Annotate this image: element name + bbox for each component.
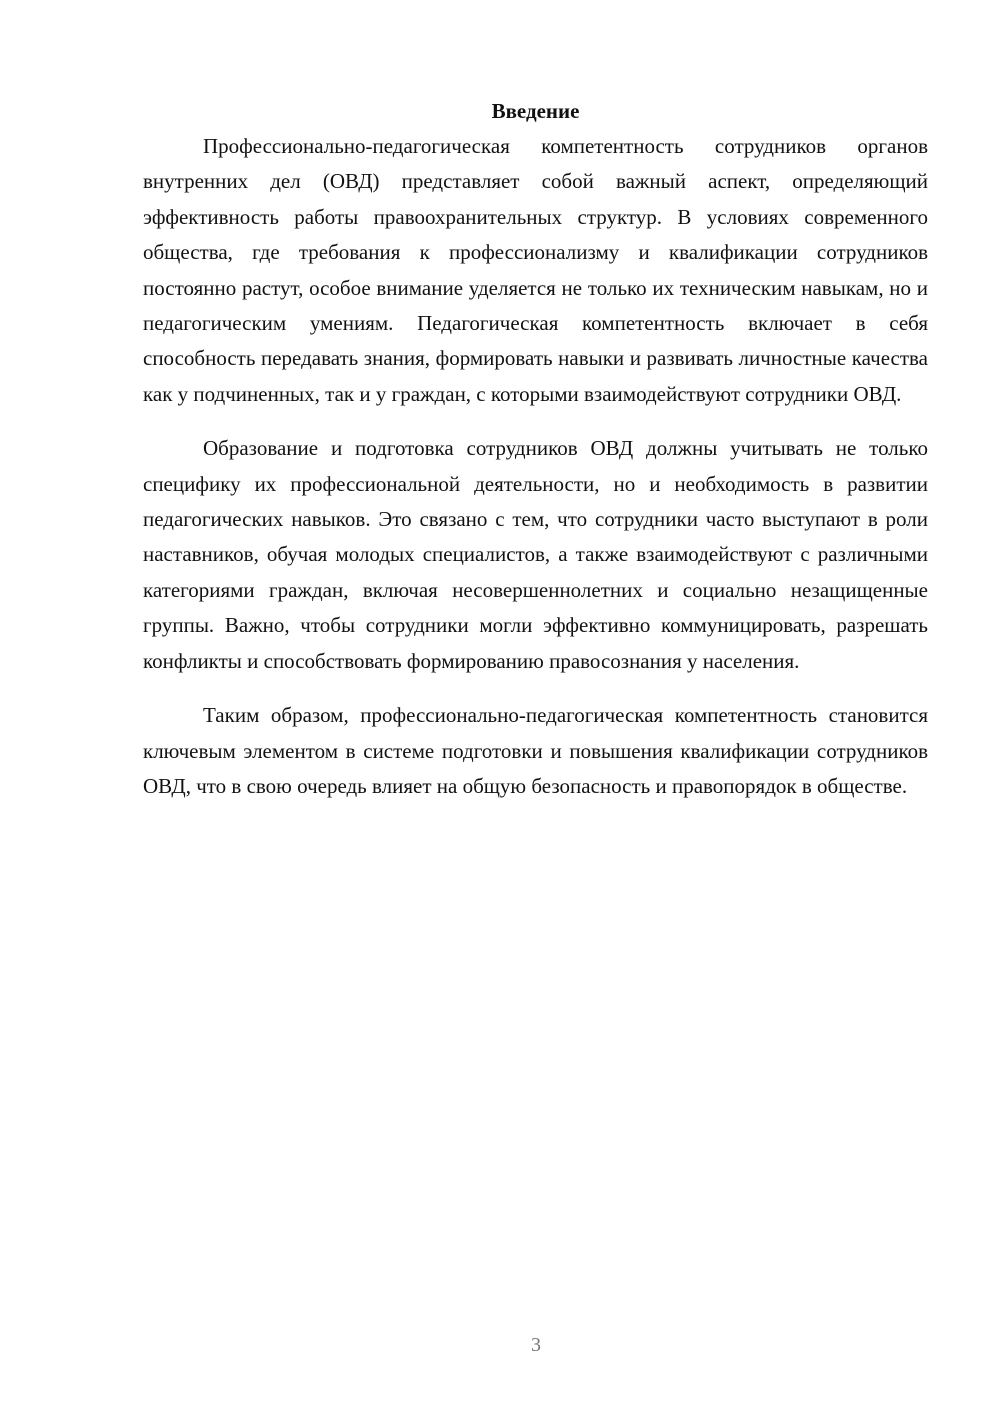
section-heading: Введение (491, 99, 580, 123)
page-number: 3 (531, 1334, 541, 1356)
paragraph-3: Таким образом, профессионально-педагогическая компетентность становится ключевым элементом в системе подготовки и повышения квалификации сотрудников ОВД, что в свою очередь влияет на общую безопасность и правопорядок в обществе. (143, 703, 928, 798)
paragraph-1: Профессионально-педагогическая компетентность сотрудников органов внутренних дел (ОВД) представляет собой важный аспект, определяющий эффективность работы правоохранительных структур. В условиях современного общества, где требования к профессионализму и квалификации сотрудников постоянно растут, особое внимание уделяется не только их техническим навыкам, но и педагогическим умениям. Педагогическая компетентность включает в себя способность передавать знания, формировать навыки и развивать личностные качества как у подчиненных, так и у граждан, с которыми взаимодействуют сотрудники ОВД. (143, 134, 928, 406)
paragraph-2: Образование и подготовка сотрудников ОВД должны учитывать не только специфику их профессиональной деятельности, но и необходимость в развитии педагогических навыков. Это связано с тем, что сотрудники часто выступают в роли наставников, обучая молодых специалистов, а также взаимодействуют с различными категориями граждан, включая несовершеннолетних и социально незащищенные группы. Важно, чтобы сотрудники могли эффективно коммуницировать, разрешать конфликты и способствовать формированию правосознания у населения. (143, 436, 928, 673)
page-content (143, 93, 928, 804)
